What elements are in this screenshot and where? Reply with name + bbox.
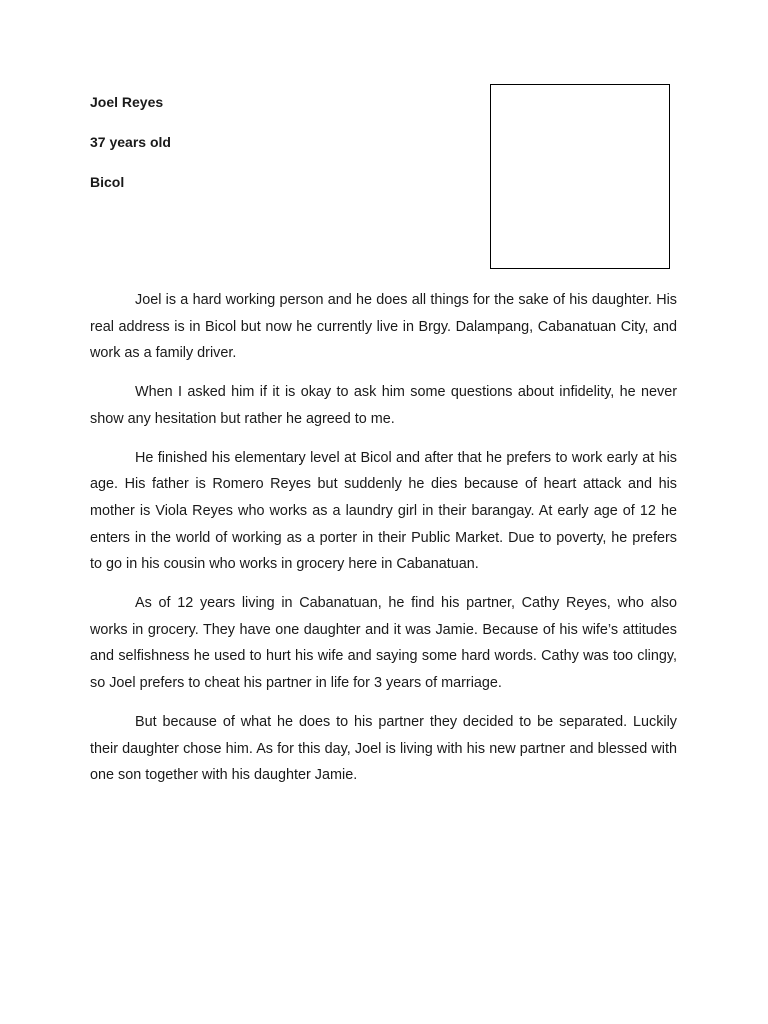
narrative-body [90, 287, 677, 801]
photo-placeholder-box [490, 84, 670, 269]
paragraph: Joel is a hard working person and he does all things for the sake of his daughter. His real address is in Bicol but now he currently live in Brgy. Dalampang, Cabanatuan City, and work as a family driver. [90, 292, 677, 362]
paragraph: He finished his elementary level at Bicol and after that he prefers to work early at his age. His father is Romero Reyes but suddenly he dies because of heart attack and his mother is Viola Reyes who works as a laundry girl in their barangay. At early age of 12 he enters in the world of working as a porter in their Public Market. Due to poverty, he prefers to go in his cousin who works in grocery here in Cabanatuan. [90, 449, 677, 573]
person-age: 37 years old [90, 134, 171, 150]
paragraph: When I asked him if it is okay to ask him some questions about infidelity, he never show any hesitation but rather he agreed to me. [90, 384, 677, 427]
person-place: Bicol [90, 174, 125, 190]
paragraph: As of 12 years living in Cabanatuan, he find his partner, Cathy Reyes, who also works in grocery. They have one daughter and it was Jamie. Because of his wife’s attitudes and selfishness he used to hurt his wife and saying some hard words. Cathy was too clingy, so Joel prefers to cheat his partner in life for 3 years of marriage. [90, 595, 677, 692]
person-name: Joel Reyes [90, 94, 164, 110]
paragraph: But because of what he does to his partner they decided to be separated. Luckily their daughter chose him. As for this day, Joel is living with his new partner and blessed with one son together with his daughter Jamie. [90, 713, 677, 784]
